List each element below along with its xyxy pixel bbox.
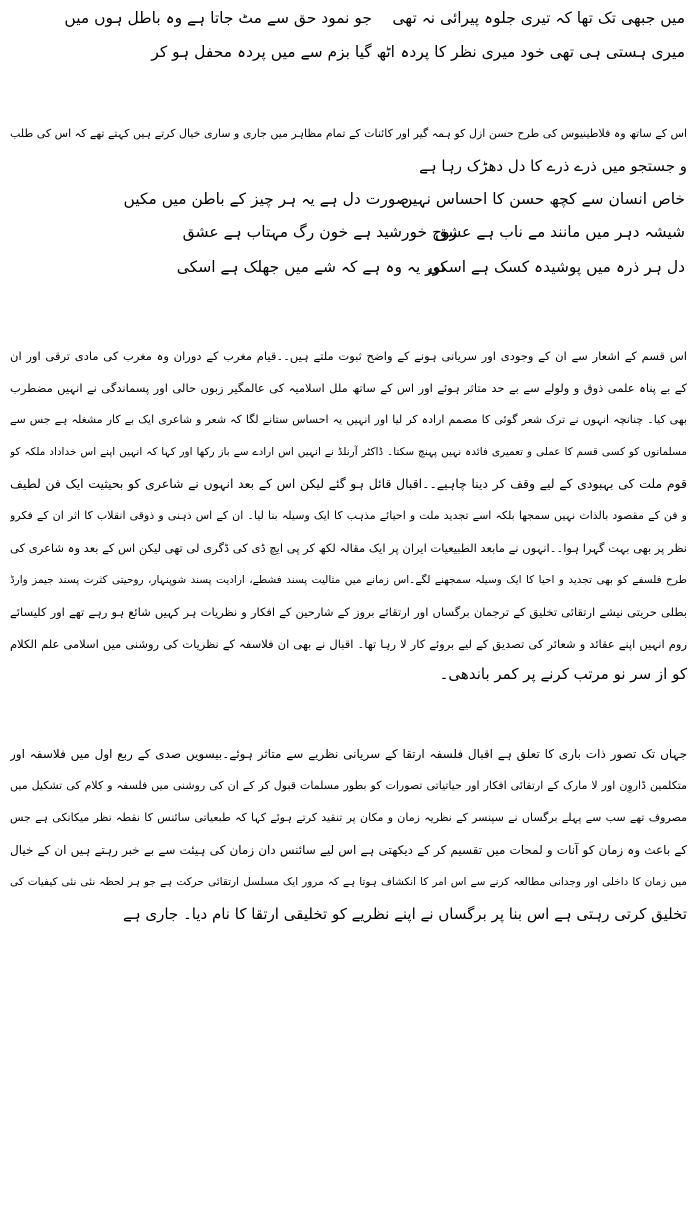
paragraph-3-line: کے باعث وہ زمان کو آنات و لمحات میں تقسیم کر کے دیکھتی ہے اس لیے سائنس دان زمان کی ہیئت سے بے خبر رہتے ہیں ان کے خیال <box>10 843 687 857</box>
verse-hemistich-second: روح خورشید ہے خون رگ مہتاب ہے عشق <box>182 223 457 241</box>
paragraph-1-line: و جستجو میں ذرے ذرے کا دل دھڑک رہا ہے <box>419 157 687 175</box>
verse-line-4 <box>0 222 697 244</box>
paragraph-2-line: کے بے پناہ علمی ذوق و ولولے سے بے حد متاثر ہوئے اور اس کے ساتھ ملل اسلامیہ کی عالمگیر زبوں حالی اور پسماندگی نے انہیں مضطرب <box>10 381 687 395</box>
paragraph-3-line: متکلمین ڈاروِن اور لا مارک کے ارتقائی افکار اور حیاتیاتی تصورات کو بطور مسلمات قبول کر کے ان کی روشنی میں فلسفہ و کلام کی تشکیل میں <box>10 779 687 792</box>
verse-line-1 <box>0 8 697 30</box>
paragraph-2-line: کو از سر نو مرتب کرنے پر کمر باندھی۔ <box>439 665 687 683</box>
verse-hemistich-second: صورت دل ہے یہ ہر چیز کے باطن میں مکیں <box>123 190 409 208</box>
verse-line-5 <box>0 257 697 279</box>
paragraph-2-line: بطلی حریتی نیشے ارتقائی تخلیق کے ترجمان برگساں اور ارتقائے بروز کے شارحین کے افکار و نظریات ہر کہیں شائع ہو رہے تھے اور کلیسائے <box>10 605 687 619</box>
paragraph-3-line: مصروف تھے سب سے پہلے برگساں نے سپنسر کے نظریہ زمان و مکان پر تنقید کرتے ہوئے کہا کہ طبعیاتی سائنس کا نقطہ نظر میکانکی ہے جس <box>10 811 687 824</box>
paragraph-1-line: اس کے ساتھ وہ فلاطینیوس کی طرح حسن ازل کو ہمہ گیر اور کائنات کے تمام مظاہر میں جاری و ساری خیال کرتے ہیں کہتے تھے کہ اس کی طلب <box>10 127 687 140</box>
verse-hemistich-second: اٹھ گیا بزم سے میں پردہ محفل ہو کر <box>151 43 395 61</box>
paragraph-2-line: اس قسم کے اشعار سے ان کے وجودی اور سریانی ہونے کے واضح ثبوت ملتے ہیں۔۔قیام مغرب کے دوران وہ مغرب کی مادی ترقی اور ان <box>10 349 687 363</box>
verse-hemistich-first: دل ہر ذرہ میں پوشیدہ کسک ہے اسکی <box>427 258 685 276</box>
verse-hemistich-first: میری ہستی ہی تھی خود میری نظر کا پردہ <box>400 43 685 61</box>
paragraph-3-line: تخلیق کرتی رہتی ہے اس بنا پر برگساں نے اپنے نظریے کو تخلیقی ارتقا کا نام دیا۔ جاری ہے <box>123 905 687 923</box>
paragraph-3-line: میں زمان کا داخلی اور وجدانی مطالعہ کرنے سے اس امر کا انکشاف ہوتا ہے کہ مرور ایک مسلسل ارتقائی حرکت ہے جو ہر لحظہ نئی نئی کیفیات کی <box>10 876 687 888</box>
verse-hemistich-second: نور یہ وہ ہے کہ شے میں جھلک ہے اسکی <box>176 258 445 276</box>
paragraph-2-line: و فن کے مقصود بالذات نہیں سمجھا بلکہ اسے تجدید ملت و احیائے مذہب کا ایک وسیلہ بنا لیا۔ ان کے اس ذہنی و ذوقی انقلاب کا اثر ان کے فکرو <box>10 509 687 522</box>
verse-hemistich-first: شیشہ دہر میں مانند مے ناب ہے عشق <box>435 223 685 241</box>
verse-hemistich-first: خاص انسان سے کچھ حسن کا احساس نہیں <box>401 190 685 208</box>
paragraph-2-line: روم انہیں اپنے عقائد و شعائر کی تصدیق کے لیے بروئے کار لا رہا تھا۔ اقبال نے بھی ان فلاسفہ کے نظریات کی روشنی میں اسلامی علم الکلام <box>10 637 687 651</box>
paragraph-2-line: مسلمانوں کو کسی قسم کا عملی و تعمیری فائدہ نہیں پہنچ سکتا۔ ڈاکٹر آرنلڈ نے انہیں اس ارادے سے باز رکھا اور کہا کہ انہیں اپنے اس خداداد ملکہ کو <box>10 446 687 458</box>
paragraph-2-line: نظر پر بھی بہت گہرا ہوا۔۔انہوں نے مابعد الطبیعیات ایران پر ایک مقالہ لکھ کر پی ایچ ڈی کی ڈگری لی تھی لیکن اس کے بعد وہ شاعری کی <box>10 541 687 555</box>
paragraph-2-line: بھی کیا۔ چنانچہ انہوں نے ترک شعر گوئی کا مصمم ارادہ کر لیا اور انہیں یہ احساس ستانے لگا کہ شعر و شاعری ایک بے کار مشغلہ ہے جس سے <box>10 413 687 426</box>
paragraph-2-line: قوم ملت کی بہبودی کے لیے وقف کر دینا چاہیے۔۔اقبال قائل ہو گئے لیکن اس کے بعد انہوں نے شاعری کو بحیثیت ایک فن لطیف <box>10 476 687 491</box>
paragraph-2-line: طرح فلسفے کو بھی تجدید و احیا کا ایک وسیلہ سمجھنے لگے۔اس زمانے میں مثالیت پسند فشطے، ارادیت پسند شوپنہار، روحیتی کثرت پسند جیمز وارڈ <box>10 574 687 586</box>
verse-line-2 <box>0 42 697 64</box>
verse-hemistich-first: میں جبھی تک تھا کہ تیری جلوہ پیرائی نہ تھی <box>392 9 685 27</box>
verse-line-3 <box>0 189 697 211</box>
paragraph-3-line: جہاں تک تصور ذات باری کا تعلق ہے اقبال فلسفہ ارتقا کے سریانی نظریے سے متاثر ہوئے۔بیسویں صدی کے ربع اول میں فلاسفہ اور <box>10 747 687 761</box>
verse-hemistich-second: جو نمود حق سے مٹ جاتا ہے وہ باطل ہوں میں <box>64 9 372 27</box>
